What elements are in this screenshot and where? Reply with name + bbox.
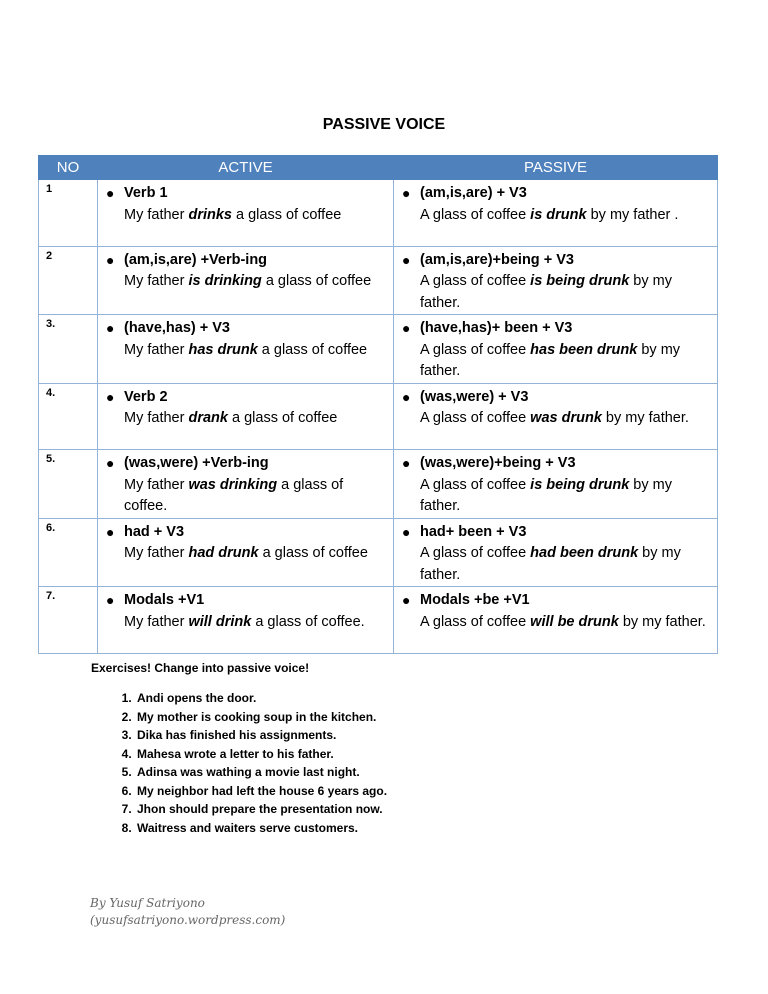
active-formula: Verb 2 xyxy=(124,388,168,405)
active-example-post: a glass of coffee xyxy=(231,206,342,223)
list-item: 4. Mahesa wrote a letter to his father. xyxy=(135,745,387,764)
active-formula: (have,has) + V3 xyxy=(124,320,230,336)
passive-cell xyxy=(394,450,718,519)
active-example-pre: My father xyxy=(124,545,189,561)
passive-cell xyxy=(394,315,718,384)
table-row xyxy=(39,246,718,315)
passive-formula: (was,were)+being + V3 xyxy=(420,455,576,471)
active-cell xyxy=(98,246,394,315)
table-row xyxy=(39,383,718,450)
active-verb: had drunk xyxy=(188,545,259,561)
active-verb: will drink xyxy=(188,613,252,630)
passive-example-pre: A glass of coffee xyxy=(420,206,531,223)
passive-example xyxy=(420,340,711,383)
passive-verb: had been drunk xyxy=(530,545,639,561)
active-example xyxy=(124,205,387,227)
active-formula: Modals +V1 xyxy=(124,592,205,608)
byline-author: By Yusuf Satriyono xyxy=(90,896,205,910)
active-cell xyxy=(98,180,394,247)
active-formula: had + V3 xyxy=(124,523,185,540)
header-no: NO xyxy=(39,156,98,180)
byline xyxy=(90,895,285,929)
active-cell xyxy=(98,518,394,587)
active-formula: (was,were) +Verb-ing xyxy=(124,455,269,471)
active-verb: was drinking xyxy=(188,476,278,493)
table-header-row xyxy=(39,156,718,180)
passive-example xyxy=(420,475,711,518)
passive-example-post: by my father. xyxy=(420,476,672,514)
row-number: 6. xyxy=(39,518,98,587)
active-example-pre: My father xyxy=(124,613,189,630)
bullet-icon: ● xyxy=(106,185,115,201)
bullet-icon: ● xyxy=(402,185,411,201)
active-example-pre: My father xyxy=(124,273,189,289)
active-example xyxy=(124,271,387,293)
active-example-pre: My father xyxy=(124,341,189,358)
active-formula: (am,is,are) +Verb-ing xyxy=(124,251,268,268)
active-example-post: a glass of coffee xyxy=(258,545,368,561)
passive-verb: was drunk xyxy=(530,410,602,426)
bullet-icon: ● xyxy=(106,523,115,540)
table-row xyxy=(39,587,718,654)
passive-formula: (am,is,are) + V3 xyxy=(420,185,527,201)
passive-formula: (have,has)+ been + V3 xyxy=(420,320,573,336)
active-example-pre: My father xyxy=(124,410,189,426)
exercise-list xyxy=(91,689,387,837)
passive-example xyxy=(420,612,711,634)
table-row xyxy=(39,315,718,384)
passive-formula: had+ been + V3 xyxy=(420,523,527,540)
active-cell xyxy=(98,315,394,384)
exercises-section xyxy=(91,661,387,837)
bullet-icon: ● xyxy=(402,523,411,540)
active-example xyxy=(124,340,387,362)
active-example-post: a glass of coffee xyxy=(261,273,372,289)
page-title: PASSIVE VOICE xyxy=(322,116,446,133)
passive-formula: (am,is,are)+being + V3 xyxy=(420,251,574,268)
passive-example-post: by my father. xyxy=(601,410,689,426)
passive-example xyxy=(420,408,711,430)
tense-table xyxy=(38,155,718,654)
list-item: 6. My neighbor had left the house 6 years ago. xyxy=(135,782,387,801)
bullet-icon: ● xyxy=(106,455,115,471)
table-row xyxy=(39,450,718,519)
list-item: 1. Andi opens the door. xyxy=(135,689,387,708)
active-verb: drinks xyxy=(188,206,232,223)
active-verb: drank xyxy=(188,410,228,426)
passive-verb: will be drunk xyxy=(530,613,619,630)
bullet-icon: ● xyxy=(402,388,411,405)
row-number: 3. xyxy=(39,315,98,384)
list-item: 3. Dika has finished his assignments. xyxy=(135,726,387,745)
header-active: ACTIVE xyxy=(98,156,394,180)
bullet-icon: ● xyxy=(106,320,115,336)
bullet-icon: ● xyxy=(402,320,411,336)
passive-example-post: by my father. xyxy=(420,273,672,311)
bullet-icon: ● xyxy=(106,388,115,405)
passive-verb: is being drunk xyxy=(530,273,630,289)
row-number: 5. xyxy=(39,450,98,519)
active-formula: Verb 1 xyxy=(124,185,168,201)
passive-example-pre: A glass of coffee xyxy=(420,341,531,358)
passive-example-post: by my father. xyxy=(618,613,706,630)
list-item: 2. My mother is cooking soup in the kitchen. xyxy=(135,708,387,727)
passive-cell xyxy=(394,180,718,247)
passive-formula: (was,were) + V3 xyxy=(420,388,529,405)
list-item: 5. Adinsa was wathing a movie last night. xyxy=(135,763,387,782)
byline-site: (yusufsatriyono.wordpress.com) xyxy=(90,913,286,927)
active-verb: is drinking xyxy=(188,273,262,289)
passive-verb: is drunk xyxy=(530,206,587,223)
active-example-post: a glass of coffee xyxy=(257,341,368,358)
passive-cell xyxy=(394,518,718,587)
exercises-title: Exercises! Change into passive voice! xyxy=(91,661,310,675)
active-example-post: a glass of coffee. xyxy=(251,613,365,630)
passive-example-pre: A glass of coffee xyxy=(420,545,531,561)
passive-example xyxy=(420,205,711,227)
active-verb: has drunk xyxy=(188,341,258,358)
active-example-post: a glass of coffee xyxy=(227,410,338,426)
bullet-icon: ● xyxy=(402,251,411,268)
list-item: 8. Waitress and waiters serve customers. xyxy=(135,819,387,838)
row-number: 7. xyxy=(39,587,98,654)
passive-example-post: by my father. xyxy=(420,545,681,583)
passive-verb: is being drunk xyxy=(530,476,630,493)
passive-example-pre: A glass of coffee xyxy=(420,273,531,289)
active-cell xyxy=(98,587,394,654)
passive-example-pre: A glass of coffee xyxy=(420,410,531,426)
active-example-pre: My father xyxy=(124,206,189,223)
bullet-icon: ● xyxy=(402,592,411,608)
active-cell xyxy=(98,383,394,450)
passive-example-post: by my father . xyxy=(586,206,679,223)
active-example xyxy=(124,543,387,565)
passive-cell xyxy=(394,383,718,450)
bullet-icon: ● xyxy=(106,592,115,608)
row-number: 2 xyxy=(39,246,98,315)
passive-verb: has been drunk xyxy=(530,341,638,358)
list-item: 7. Jhon should prepare the presentation now. xyxy=(135,800,387,819)
active-example-pre: My father xyxy=(124,476,189,493)
active-example xyxy=(124,612,387,634)
passive-example xyxy=(420,543,711,586)
passive-example-pre: A glass of coffee xyxy=(420,476,531,493)
active-cell xyxy=(98,450,394,519)
passive-cell xyxy=(394,246,718,315)
passive-example-post: by my father. xyxy=(420,341,681,379)
passive-example xyxy=(420,271,711,314)
passive-cell xyxy=(394,587,718,654)
bullet-icon: ● xyxy=(106,251,115,268)
row-number: 4. xyxy=(39,383,98,450)
header-passive: PASSIVE xyxy=(394,156,718,180)
active-example xyxy=(124,475,387,518)
table-row xyxy=(39,180,718,247)
table-row xyxy=(39,518,718,587)
active-example xyxy=(124,408,387,430)
passive-example-pre: A glass of coffee xyxy=(420,613,531,630)
row-number: 1 xyxy=(39,180,98,247)
passive-formula: Modals +be +V1 xyxy=(420,592,530,608)
active-example-post: a glass of coffee. xyxy=(124,476,344,514)
bullet-icon: ● xyxy=(402,455,411,471)
